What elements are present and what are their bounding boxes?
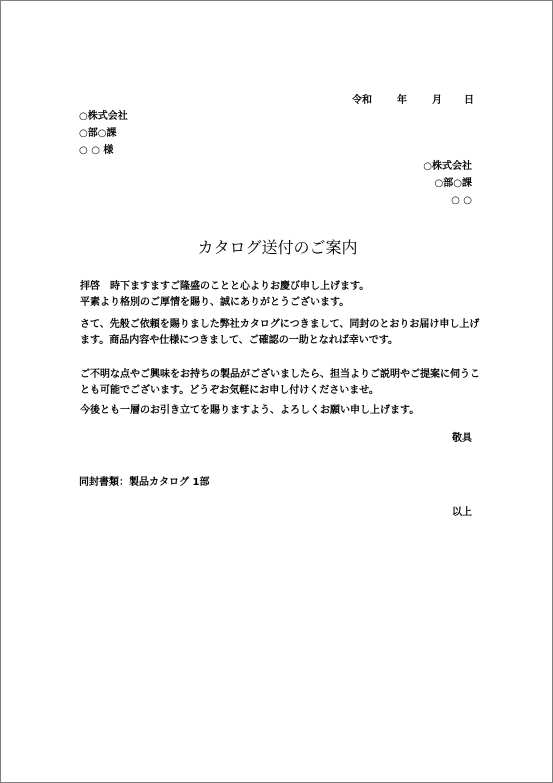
recipient-department: ○部○課 — [79, 128, 117, 139]
greeting-line-2: 平素より格別のご厚情を賜り、誠にありがとうございます。 — [80, 297, 350, 308]
letter-title: カタログ送付のご案内 — [197, 238, 358, 257]
date-month: 月 — [432, 95, 442, 106]
closing-word: 敬具 — [452, 433, 472, 444]
body-paragraph-1: さて、先般ご依頼を賜りました弊社カタログにつきまして、同封のとおりお届け申し上げます。商品内容や仕様につきまして、ご確認の一助となれば幸いです。 — [80, 319, 480, 346]
sender-name: ○ ○ — [451, 195, 472, 206]
end-mark: 以上 — [452, 507, 472, 518]
sender-company: ○株式会社 — [423, 161, 472, 172]
enclosure-note: 同封書類：製品カタログ 1部 — [79, 477, 210, 488]
body-paragraph-3: 今後とも一層のお引き立てを賜りますよう、よろしくお願い申し上げます。 — [80, 405, 420, 416]
body-paragraph-2: ご不明な点やご興味をお持ちの製品がございましたら、担当よりご説明やご提案に伺うことも可能でございます。どうぞお気軽にお申し付けくださいませ。 — [80, 369, 480, 396]
sender-department: ○部○課 — [434, 178, 472, 189]
date-day: 日 — [464, 95, 474, 106]
date-year: 年 — [397, 95, 407, 106]
date-era: 令和 — [352, 95, 372, 106]
letter-date — [346, 93, 476, 109]
greeting-line-1: 拝啓 時下ますますご隆盛のことと心よりお慶び申し上げます。 — [80, 281, 370, 292]
recipient-company: ○株式会社 — [79, 111, 128, 122]
recipient-name: ○ ○ 様 — [79, 145, 114, 156]
